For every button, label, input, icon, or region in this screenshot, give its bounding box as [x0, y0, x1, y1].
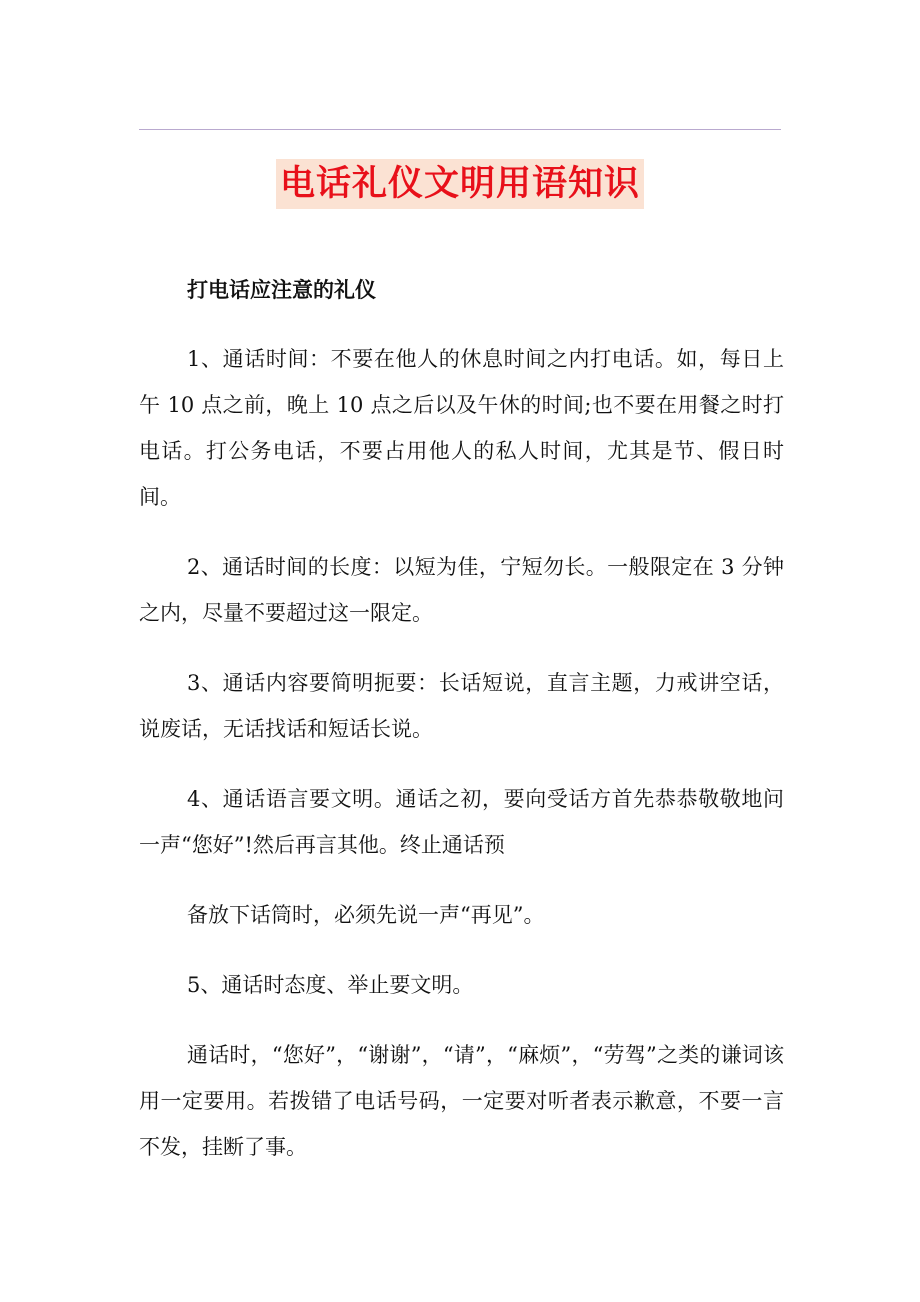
title-container [0, 159, 920, 209]
paragraph-polite-words: 通话时，“您好”，“谢谢”，“请”，“麻烦”，“劳驾”之类的谦词该用一定要用。若拨错了电话号码，一定要对听者表示歉意，不要一言不发，挂断了事。 [139, 1043, 784, 1159]
paragraph-call-time: 1、通话时间：不要在他人的休息时间之内打电话。如，每日上午 10 点之前，晚上 10 点之后以及午休的时间;也不要在用餐之时打电话。打公务电话，不要占用他人的私人时间，尤其是节、假日时间。 [139, 347, 784, 509]
paragraph-call-language: 4、通话语言要文明。通话之初，要向受话方首先恭恭敬敬地问一声“您好”!然后再言其他。终止通话预 [139, 787, 784, 857]
document-body [139, 268, 784, 1194]
paragraph-call-manner: 5、通话时态度、举止要文明。 [187, 973, 474, 997]
paragraph-call-length: 2、通话时间的长度：以短为佳，宁短勿长。一般限定在 3 分钟之内，尽量不要超过这一限定。 [139, 555, 784, 625]
paragraph-call-content: 3、通话内容要简明扼要：长话短说，直言主题，力戒讲空话，说废话，无话找话和短话长说。 [139, 671, 784, 741]
paragraph-call-ending: 备放下话筒时，必须先说一声“再见”。 [187, 903, 545, 927]
header-rule [139, 129, 781, 130]
document-title: 电话礼仪文明用语知识 [276, 159, 644, 209]
section-heading: 打电话应注意的礼仪 [187, 277, 376, 302]
